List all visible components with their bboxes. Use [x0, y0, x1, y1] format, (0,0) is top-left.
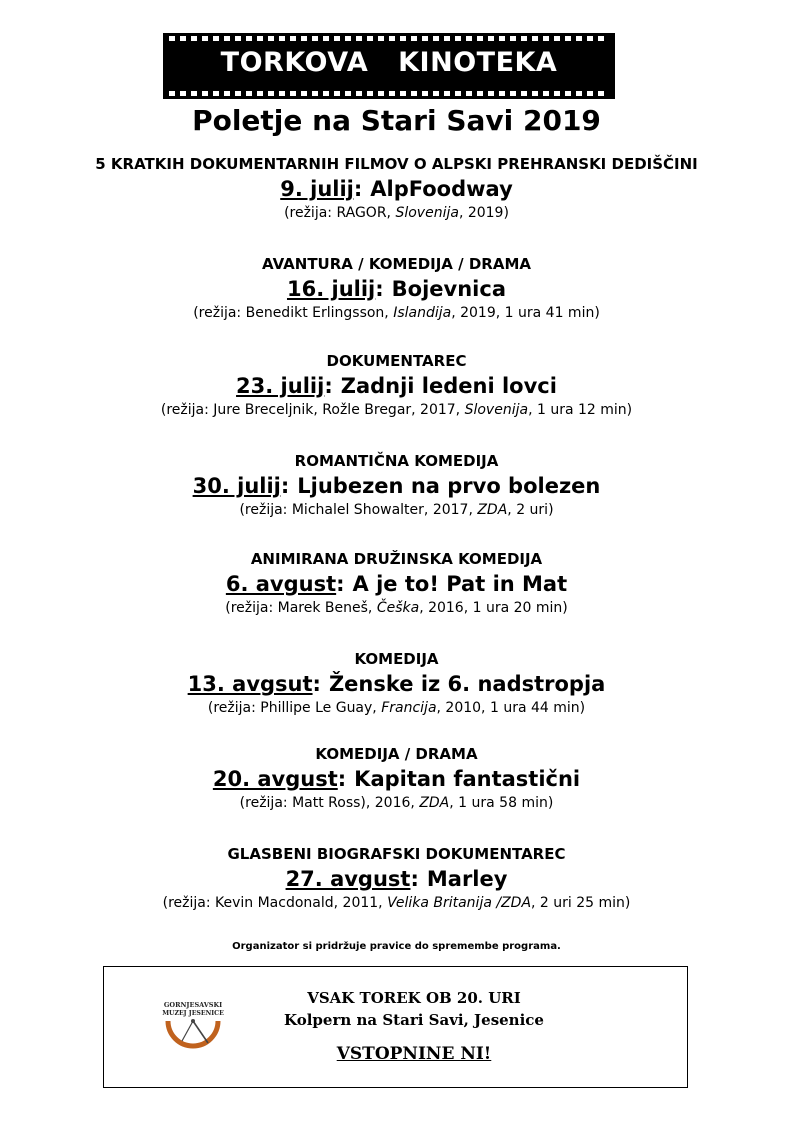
film-info — [0, 599, 793, 617]
film-headline — [0, 571, 793, 598]
film-headline — [0, 373, 793, 400]
film-title: Ljubezen na prvo bolezen — [297, 474, 601, 498]
film-perforations-top — [169, 36, 609, 41]
film-entry — [0, 255, 793, 322]
film-colon: : — [375, 277, 384, 301]
film-info-details: , 2019) — [458, 205, 509, 221]
film-info-director: (režija: Matt Ross), 2016, — [239, 795, 420, 811]
entry-free-line: VSTOPNINE NI! — [336, 1044, 492, 1064]
film-info-country: Slovenija — [464, 402, 529, 418]
film-entry — [0, 745, 793, 812]
film-info — [0, 401, 793, 419]
page-title: TORKOVA KINOTEKA — [220, 47, 558, 78]
film-info-country: Velika Britanija /ZDA — [387, 895, 532, 911]
film-colon: : — [353, 177, 363, 201]
film-perforations-bottom — [169, 91, 609, 96]
film-date: 16. julij — [286, 277, 376, 301]
film-headline — [0, 276, 793, 303]
film-colon: : — [324, 374, 333, 398]
logo-text-top: GORNJESAVSKI — [163, 1001, 223, 1009]
film-title: Kapitan fantastični — [354, 767, 581, 791]
film-title: AlpFoodway — [370, 177, 513, 201]
film-info-country: Slovenija — [395, 205, 459, 221]
film-title: Zadnji ledeni lovci — [340, 374, 557, 398]
film-info-details: , 2019, 1 ura 41 min) — [451, 305, 600, 321]
film-info-details: , 2016, 1 ura 20 min) — [419, 600, 568, 616]
film-info-country: ZDA — [477, 502, 508, 518]
film-entry — [0, 845, 793, 912]
film-info-details: , 2 uri 25 min) — [531, 895, 631, 911]
info-lines — [244, 987, 584, 1066]
film-entry — [0, 452, 793, 519]
film-colon: : — [410, 867, 419, 891]
disclaimer-note: Organizator si pridržuje pravice do spremembe programa. — [232, 941, 561, 952]
film-info-details: , 1 ura 12 min) — [528, 402, 633, 418]
film-genre: KOMEDIJA — [354, 650, 439, 668]
logo-arc — [168, 1021, 218, 1046]
film-genre: GLASBENI BIOGRAFSKI DOKUMENTAREC — [227, 845, 566, 863]
film-entry — [0, 352, 793, 419]
film-date: 9. julij — [280, 177, 354, 201]
film-info-director: (režija: Kevin Macdonald, 2011, — [162, 895, 388, 911]
film-genre: ROMANTIČNA KOMEDIJA — [294, 452, 499, 470]
film-colon: : — [312, 672, 321, 696]
film-headline — [0, 671, 793, 698]
film-date: 13. avgsut — [187, 672, 313, 696]
film-entry — [0, 155, 793, 222]
logo-text-bottom: MUZEJ JESENICE — [162, 1010, 224, 1017]
film-date: 30. julij — [192, 474, 281, 498]
film-info — [0, 699, 793, 717]
film-genre: 5 KRATKIH DOKUMENTARNIH FILMOV O ALPSKI PREHRANSKI DEDIŠČINI — [95, 155, 698, 173]
film-date: 27. avgust — [285, 867, 411, 891]
film-info-details: , 2010, 1 ura 44 min) — [436, 700, 586, 716]
film-genre: ANIMIRANA DRUŽINSKA KOMEDIJA — [250, 550, 543, 568]
film-info-country: Francija — [381, 700, 437, 716]
film-headline — [0, 473, 793, 500]
info-box — [103, 966, 688, 1088]
film-date: 6. avgust — [225, 572, 337, 596]
film-info-director: (režija: Jure Breceljnik, Rožle Bregar, 2017, — [160, 402, 465, 418]
film-info-director: (režija: Phillipe Le Guay, — [207, 700, 382, 716]
film-info — [0, 894, 793, 912]
film-info-director: (režija: Michalel Showalter, 2017, — [239, 502, 478, 518]
film-date: 23. julij — [236, 374, 325, 398]
film-title: Bojevnica — [391, 277, 506, 301]
film-entry — [0, 650, 793, 717]
film-info — [0, 304, 793, 322]
film-headline — [0, 866, 793, 893]
film-headline — [0, 176, 793, 203]
location-line: Kolpern na Stari Savi, Jesenice — [284, 1011, 544, 1029]
film-genre: KOMEDIJA / DRAMA — [315, 745, 478, 763]
film-info-country: ZDA — [419, 795, 450, 811]
film-headline — [0, 766, 793, 793]
film-info-country: Češka — [376, 600, 420, 616]
film-info — [0, 204, 793, 222]
schedule-line: VSAK TOREK OB 20. URI — [307, 989, 521, 1007]
museum-logo-icon — [160, 995, 226, 1061]
film-colon: : — [337, 767, 347, 791]
page-subtitle: Poletje na Stari Savi 2019 — [192, 104, 601, 137]
film-title: A je to! Pat in Mat — [352, 572, 568, 596]
film-genre: AVANTURA / KOMEDIJA / DRAMA — [261, 255, 531, 273]
film-colon: : — [280, 474, 290, 498]
film-info-details: , 1 ura 58 min) — [449, 795, 554, 811]
film-genre: DOKUMENTAREC — [326, 352, 467, 370]
film-title: Ženske iz 6. nadstropja — [328, 672, 606, 696]
film-info — [0, 794, 793, 812]
film-title: Marley — [426, 867, 508, 891]
film-colon: : — [336, 572, 345, 596]
film-info — [0, 501, 793, 519]
film-info-director: (režija: RAGOR, — [284, 205, 396, 221]
film-info-country: Islandija — [393, 305, 452, 321]
film-info-details: , 2 uri) — [507, 502, 554, 518]
film-entry — [0, 550, 793, 617]
film-info-director: (režija: Marek Beneš, — [225, 600, 377, 616]
film-strip-banner — [163, 33, 615, 99]
film-date: 20. avgust — [212, 767, 338, 791]
film-info-director: (režija: Benedikt Erlingsson, — [193, 305, 394, 321]
